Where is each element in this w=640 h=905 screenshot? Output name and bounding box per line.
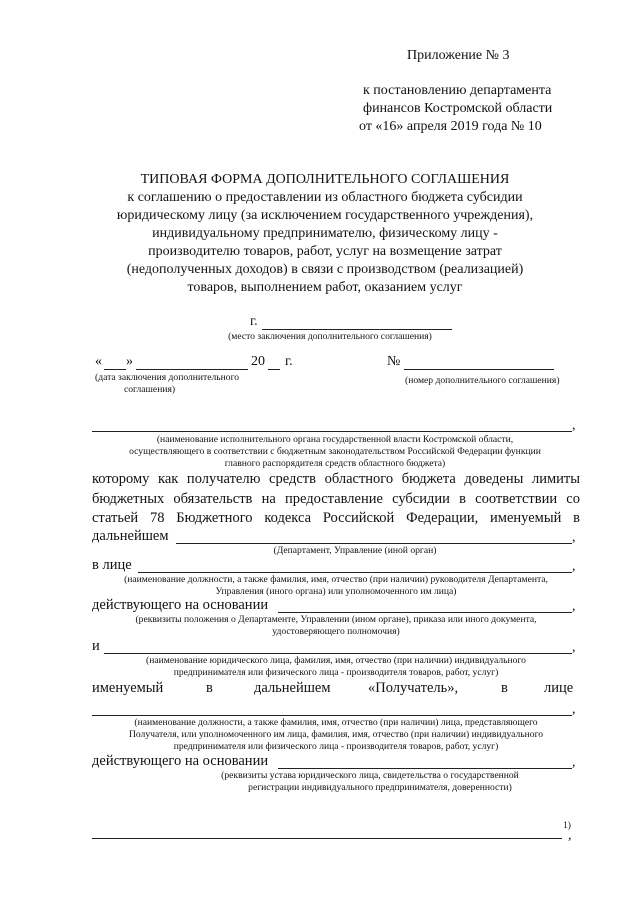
organ-caption-2: осуществляющего в соответствии с бюджетным законодательством Российской Федерации функции xyxy=(129,446,541,457)
acting2-label: действующего на основании xyxy=(92,753,269,769)
title-line: производителю товаров, работ, услуг на возмещение затрат xyxy=(148,244,502,259)
department-alias-blank[interactable] xyxy=(176,543,572,544)
head-caption-1: (наименование должности, а также фамилия, имя, отчество (при наличии) руководителя Департамента, xyxy=(124,574,548,585)
date-year-suffix: г. xyxy=(285,354,293,369)
acting2-caption-2: регистрации индивидуального предпринимателя, доверенности) xyxy=(248,782,512,793)
named-word: в xyxy=(206,680,213,696)
title-line: (недополученных доходов) в связи с производством (реализацией) xyxy=(126,262,524,277)
body-line-2: бюджетных обязательств на предоставление субсидии в соответствии со xyxy=(92,491,580,507)
organ-blank[interactable] xyxy=(92,431,572,432)
organ-caption-3: главного распорядителя средств областного бюджета) xyxy=(224,458,446,469)
alias-comma: , xyxy=(572,530,576,545)
date-caption-1: (дата заключения дополнительного xyxy=(95,372,240,383)
representative-blank[interactable] xyxy=(92,715,572,716)
acting-caption-1: (реквизиты положения о Департаменте, Управлении (ином органе), приказа или иного документа, xyxy=(135,614,537,625)
number-sign: № xyxy=(387,354,401,369)
title-line: индивидуальному предпринимателю, физическому лицу - xyxy=(152,226,498,241)
rep-comma: , xyxy=(572,702,576,717)
recipient-caption-1: (наименование юридического лица, фамилия, имя, отчество (при наличии) индивидуального xyxy=(146,655,526,666)
in-face-label: в лице xyxy=(92,557,132,573)
head-name-blank[interactable] xyxy=(138,572,572,573)
named-word: дальнейшем xyxy=(254,680,331,696)
acting-label: действующего на основании xyxy=(92,597,269,613)
named-word: в xyxy=(501,680,508,696)
form-title: ТИПОВАЯ ФОРМА ДОПОЛНИТЕЛЬНОГО СОГЛАШЕНИЯ xyxy=(140,172,510,187)
acting2-basis-blank[interactable] xyxy=(278,768,572,769)
named-word: лице xyxy=(544,680,574,696)
body-line-1: которому как получателю средств областного бюджета доведены лимиты xyxy=(92,471,580,487)
number-blank[interactable] xyxy=(404,369,554,370)
alias-caption: (Департамент, Управление (иной орган) xyxy=(273,545,437,556)
date-month-blank[interactable] xyxy=(136,369,248,370)
recipient-name-blank[interactable] xyxy=(104,653,572,654)
title-line: товаров, выполнением работ, оказанием услуг xyxy=(187,280,463,295)
body-line-4: дальнейшем xyxy=(92,528,169,544)
acting-comma: , xyxy=(572,599,576,614)
body-line-3: статьей 78 Бюджетного кодекса Российской Федерации, именуемый в xyxy=(92,510,580,526)
date-year-blank[interactable] xyxy=(268,369,280,370)
named-word: «Получатель», xyxy=(368,680,459,696)
title-line: юридическому лицу (за исключением государственного учреждения), xyxy=(116,208,534,223)
rep-caption-3: предпринимателя или физического лица - производителя товаров, работ, услуг) xyxy=(173,741,499,752)
acting-caption-2: удостоверяющего полномочия) xyxy=(272,626,400,637)
named-word: именуемый xyxy=(92,680,164,696)
footnote-mark: 1) xyxy=(563,820,571,831)
ref-line-2: финансов Костромской области xyxy=(363,101,553,116)
recipient-comma: , xyxy=(572,640,576,655)
and-label: и xyxy=(92,638,100,654)
organ-comma: , xyxy=(572,418,576,433)
acting2-comma: , xyxy=(572,755,576,770)
organ-caption-1: (наименование исполнительного органа государственной власти Костромской области, xyxy=(156,434,514,445)
final-blank[interactable] xyxy=(92,838,562,839)
appendix-number: Приложение № 3 xyxy=(407,48,510,63)
head-comma: , xyxy=(572,559,576,574)
rep-caption-2: Получателя, или уполномоченного им лица, фамилия, имя, отчество (при наличии) индивидуального xyxy=(128,729,544,740)
date-open-quote: « xyxy=(95,354,102,369)
number-caption: (номер дополнительного соглашения) xyxy=(405,375,560,386)
place-blank[interactable] xyxy=(262,329,452,330)
ref-line-1: к постановлению департамента xyxy=(363,83,552,98)
ref-line-3: от «16» апреля 2019 года № 10 xyxy=(359,119,542,134)
recipient-caption-2: предпринимателя или физического лица - производителя товаров, работ, услуг) xyxy=(173,667,499,678)
final-comma: , xyxy=(568,828,572,843)
head-caption-2: Управления (иного органа) или уполномоченного им лица) xyxy=(215,586,457,597)
date-year-prefix: 20 xyxy=(251,354,265,369)
title-line: к соглашению о предоставлении из областного бюджета субсидии xyxy=(127,190,523,205)
date-day-blank[interactable] xyxy=(104,369,126,370)
place-prefix: г. xyxy=(250,314,258,329)
rep-caption-1: (наименование должности, а также фамилия, имя, отчество (при наличии) лица, представляющего xyxy=(134,717,538,728)
acting2-caption-1: (реквизиты устава юридического лица, свидетельства о государственной xyxy=(221,770,519,781)
acting-basis-blank[interactable] xyxy=(278,612,572,613)
date-close-quote: » xyxy=(126,354,133,369)
place-caption: (место заключения дополнительного соглашения) xyxy=(228,331,432,342)
date-caption-2: соглашения) xyxy=(124,384,176,395)
